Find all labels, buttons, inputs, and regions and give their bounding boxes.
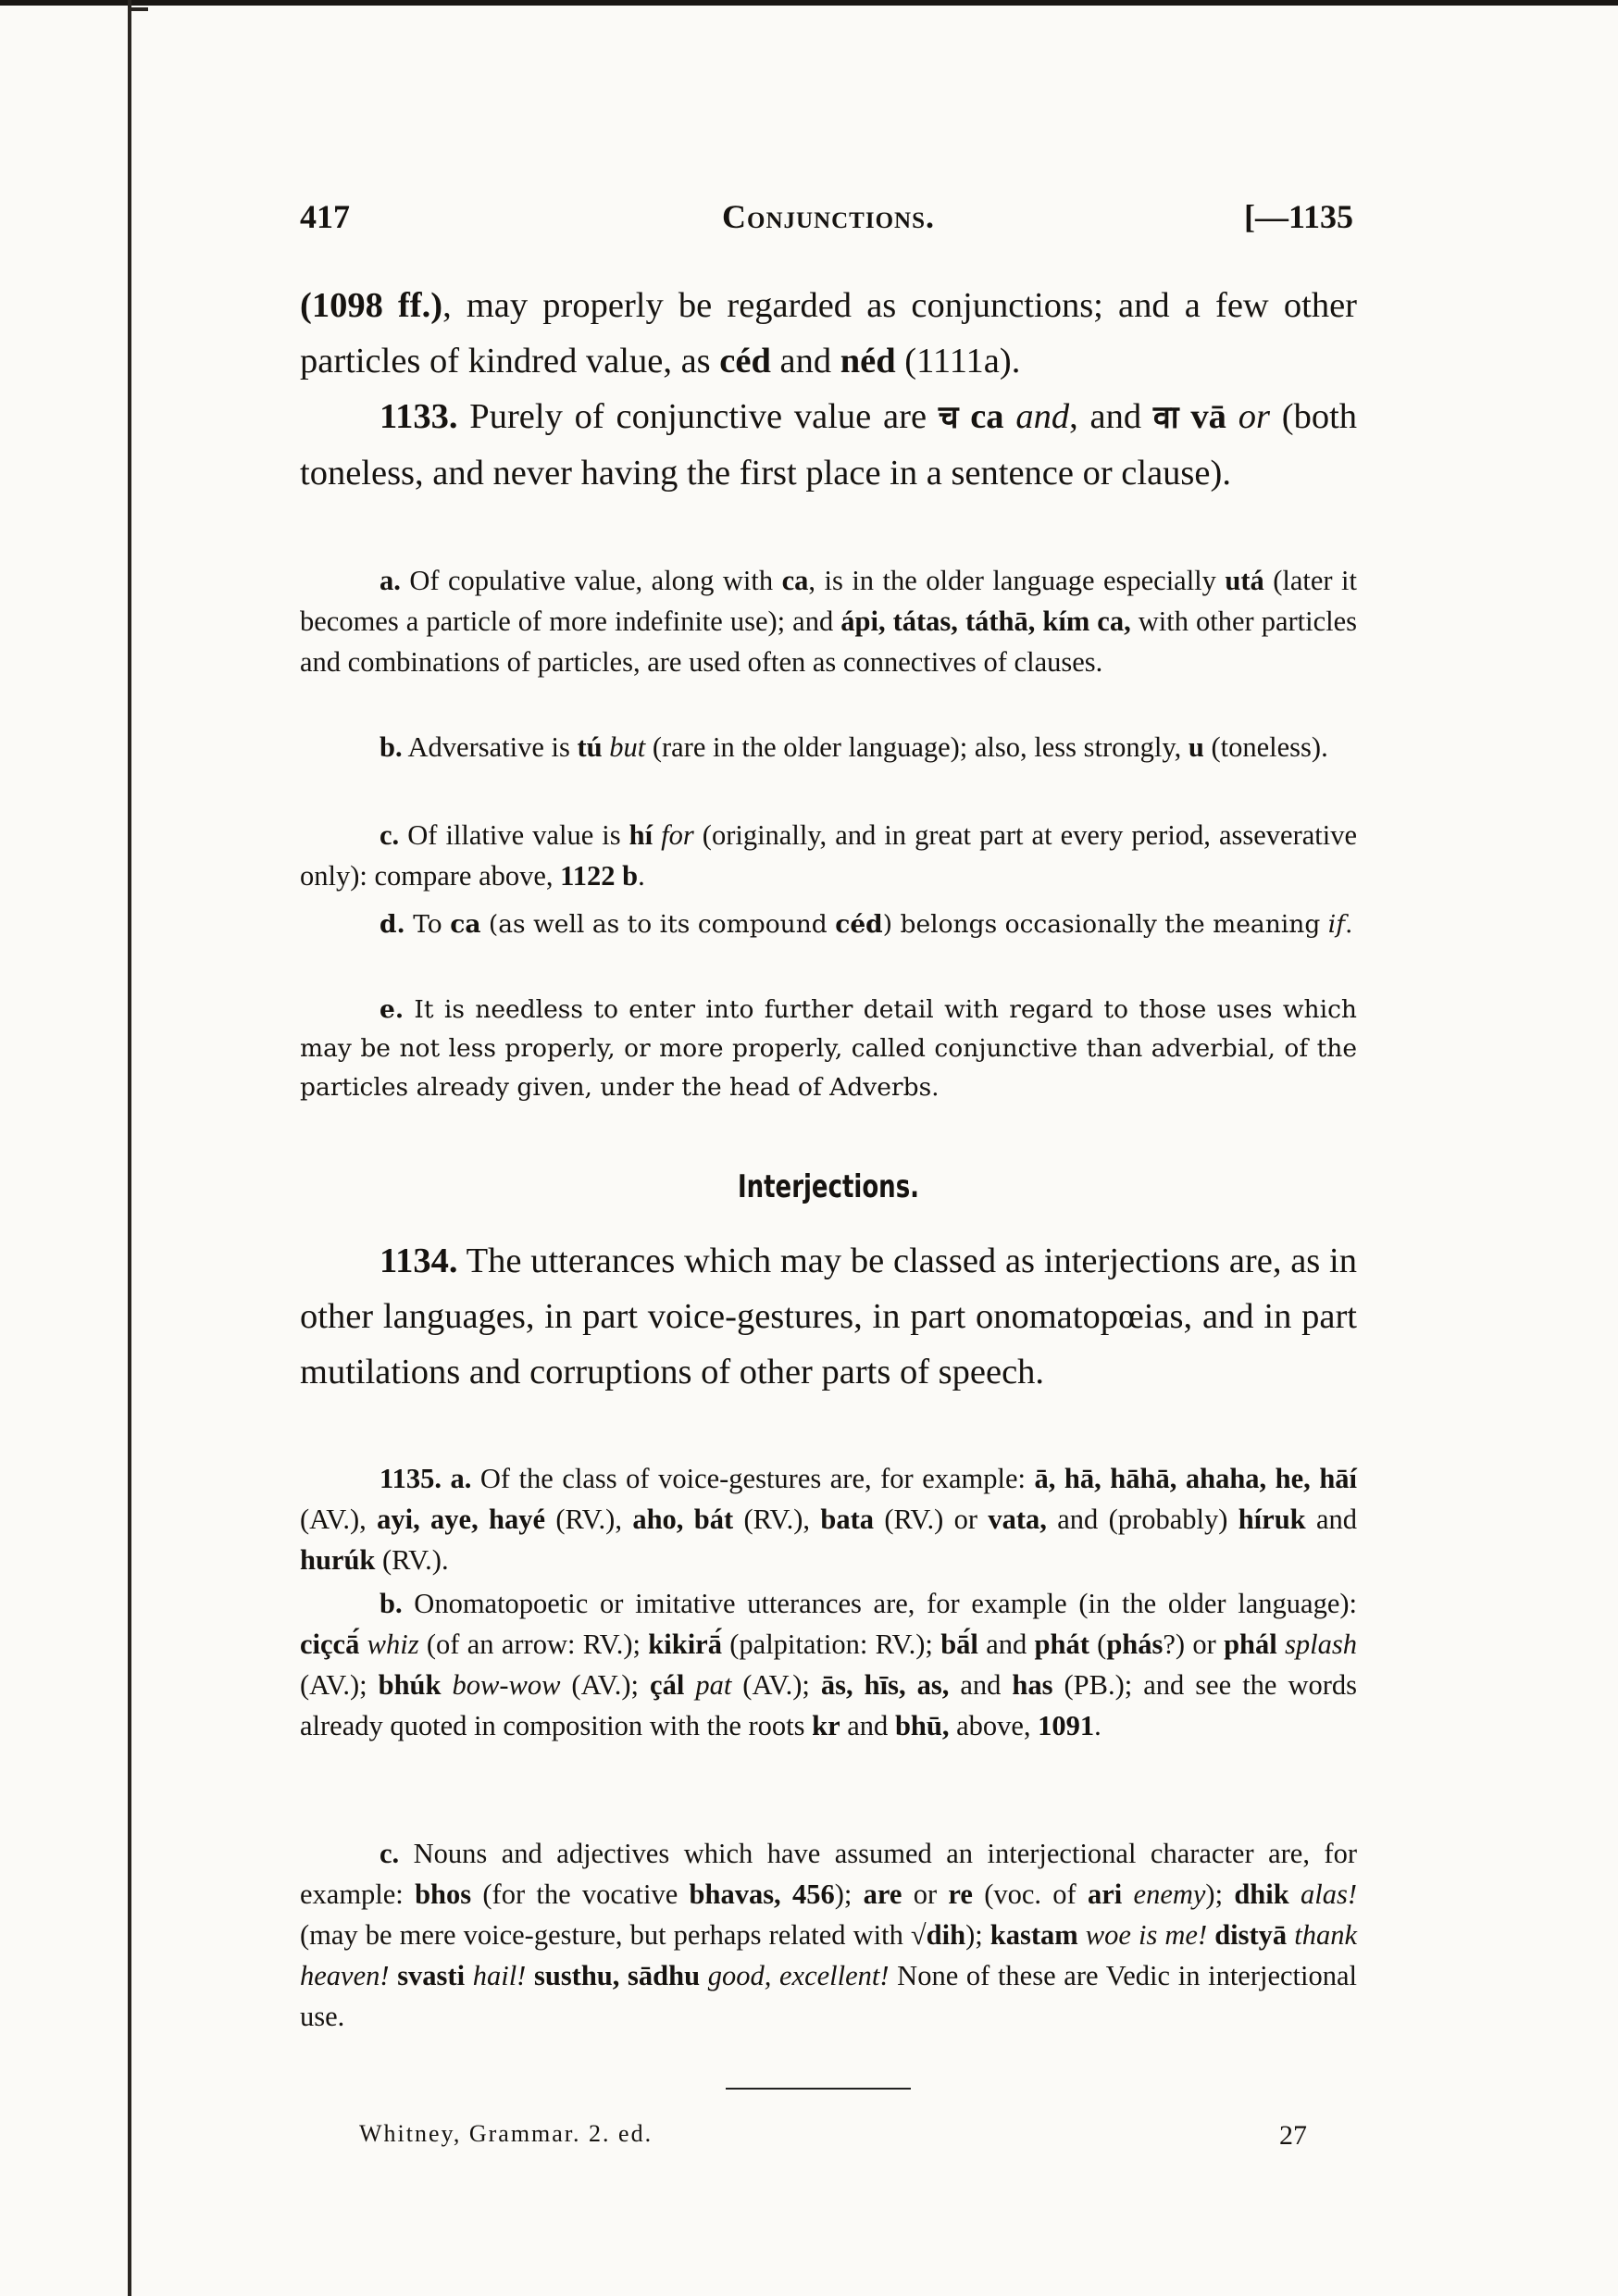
running-head — [300, 197, 1357, 243]
section-heading: Interjections. — [737, 1168, 920, 1205]
paragraph-1135b: b. Onomatopoetic or imitative utterances are, for example (in the older language): ciçcā́ whiz (of an arrow: RV.); kikirā́ (palpitation: RV.); bā́l and phát (phás?) or phál splash (AV.); bhúk bow-wow (AV.); çál pat (AV.); ās, hīs, as, and has (PB.); and see the words already quoted in composition with the roots kr and bhū, above, 1091. — [300, 1588, 1358, 1741]
footer-rule — [726, 2088, 911, 2090]
paragraph-1135c: c. Nouns and adjectives which have assumed an interjectional character are, for example: bhos (for the vocative bhavas, 456); are or re (voc. of ari enemy); dhik alas! (may be mere voice-gesture, but perhaps related with √dih); kastam woe is me! distyā thank heaven! svasti hail! susthu, sādhu good, excellent! None of these are Vedic in interjectional use. — [300, 1838, 1357, 2032]
footer — [359, 2120, 1340, 2157]
paragraph-1133b: b. Adversative is tú but (rare in the older language); also, less strongly, u (toneless). — [380, 731, 1328, 763]
top-border — [0, 0, 1618, 6]
paragraph-1133: 1133. Purely of conjunctive value are च ca and, and वा vā or (both toneless, and never having the first place in a sentence or clause). — [300, 397, 1358, 493]
binding-edge — [128, 0, 131, 2296]
signature-number: 27 — [1279, 2120, 1307, 2151]
paragraph-1135a: 1135. a. Of the class of voice-gestures are, for example: ā, hā, hāhā, ahaha, he, hāí (AV.), ayi, aye, hayé (RV.), aho, bát (RV.), bata (RV.) or vata, and (probably) híruk and hurúk (RV.). — [300, 1463, 1358, 1576]
section-range: [—1135 — [1243, 198, 1353, 235]
paragraph-continued: (1098 ff.), may properly be regarded as conjunctions; and a few other particles of kindred value, as céd and néd (1111a). — [300, 286, 1357, 381]
page-number: 417 — [300, 198, 350, 235]
binding-tick — [128, 7, 148, 11]
paragraph-1134: 1134. The utterances which may be classed as interjections are, as in other languages, in part voice-gestures, in part onomatopœias, and in part mutilations and corruptions of other parts of speech. — [300, 1242, 1357, 1391]
paragraph-1133d: d. To ca (as well as to its compound céd) belongs occasionally the meaning if. — [380, 910, 1353, 939]
paragraph-1133c: c. Of illative value is hí for (originally, and in great part at every period, asseverative only): compare above, 1122 b. — [300, 819, 1357, 892]
page-title: Conjunctions. — [722, 198, 935, 235]
footer-source: Whitney, Grammar. 2. ed. — [359, 2120, 653, 2147]
paragraph-1133e: e. It is needless to enter into further detail with regard to those uses which may be not less properly, or more properly, called conjunctive than adverbial, of the particles already given, under the head of Adverbs. — [300, 995, 1357, 1102]
paragraph-1133a: a. Of copulative value, along with ca, is in the older language especially utá (later it becomes a particle of more indefinite use); and ápi, tátas, táthā, kím ca, with other particles and combinations of particles, are used often as connectives of clauses. — [300, 565, 1358, 678]
